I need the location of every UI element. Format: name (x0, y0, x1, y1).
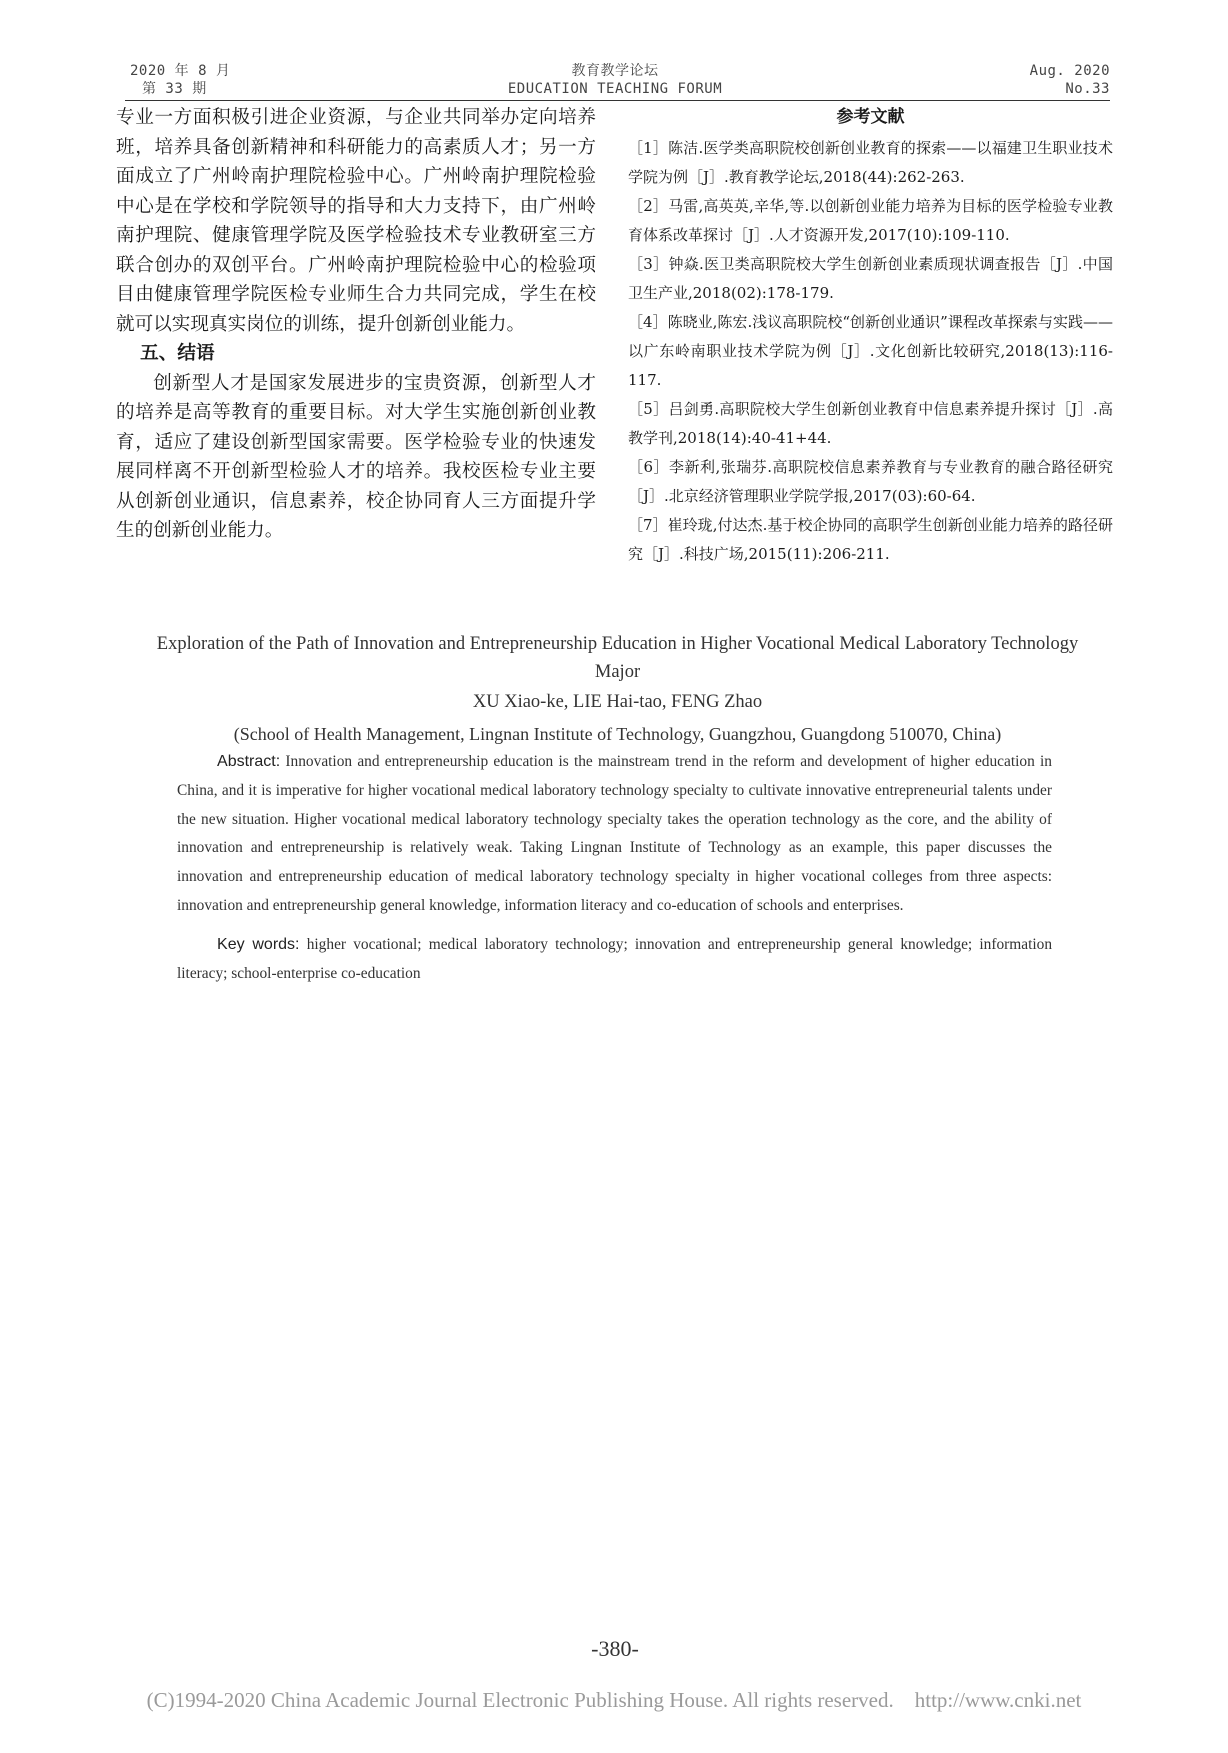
header-date (130, 62, 230, 98)
section-5-title: 五、结语 (140, 343, 215, 364)
keywords-text: higher vocational; medical laboratory technology; innovation and entrepreneurship general knowledge; information literacy; school-enterprise co-education (177, 935, 1053, 982)
copyright-notice: (C)1994-2020 China Academic Journal Electronic Publishing House. All rights reserved. http://www.cnki.net (146, 1688, 1082, 1712)
header-journal-cn: 教育教学论坛 (571, 63, 659, 79)
page-number: -380- (591, 1636, 639, 1661)
header-month-en: Aug. 2020 (1029, 63, 1110, 79)
body-left-column (116, 103, 596, 546)
header-number-en: No.33 (1065, 81, 1110, 97)
keywords-label: Key words: (217, 935, 300, 953)
header-journal-en: EDUCATION TEACHING FORUM (507, 81, 723, 97)
reference-item-4: ［4］陈晓业,陈宏.浅议高职院校“创新创业通识”课程改革探索与实践——以广东岭南职业技术学院为例［J］.文化创新比较研究,2018(13):116-117. (628, 313, 1113, 389)
header-journal (450, 62, 780, 98)
body-paragraph-1: 专业一方面积极引进企业资源，与企业共同举办定向培养班，培养具备创新精神和科研能力的高素质人才；另一方面成立了广州岭南护理院检验中心。广州岭南护理院检验中心是在学校和学院领导的指导和大力支持下，由广州岭南护理院、健康管理学院及医学检验技术专业教研室三方联合创办的双创平台。广州岭南护理院检验中心的检验项目由健康管理学院医检专业师生合力共同完成，学生在校就可以实现真实岗位的训练，提升创新创业能力。 (116, 107, 596, 335)
keywords-paragraph (177, 931, 1052, 989)
english-abstract-block (177, 748, 1052, 988)
reference-item-5: ［5］吕剑勇.高职院校大学生创新创业教育中信息素养提升探讨［J］.高教学刊,2018(14):40-41+44. (628, 400, 1113, 447)
english-title: Exploration of the Path of Innovation and Entrepreneurship Education in Higher Vocational Medical Laboratory Technology Major (156, 634, 1079, 682)
abstract-paragraph (177, 748, 1052, 921)
english-authors: XU Xiao-ke, LIE Hai-tao, FENG Zhao (472, 692, 763, 712)
abstract-label: Abstract: (217, 753, 281, 770)
references-title: 参考文献 (836, 107, 905, 127)
header-issue: 第 33 期 (142, 81, 207, 97)
reference-item-7: ［7］崔玲珑,付达杰.基于校企协同的高职学生创新创业能力培养的路径研究［J］.科技广场,2015(11):206-211. (628, 516, 1113, 563)
references-column (628, 104, 1113, 569)
body-paragraph-2: 创新型人才是国家发展进步的宝贵资源，创新型人才的培养是高等教育的重要目标。对大学生实施创新创业教育，适应了建设创新型国家需要。医学检验专业的快速发展同样离不开创新型检验人才的培养。我校医检专业主要从创新创业通识，信息素养，校企协同育人三方面提升学生的创新创业能力。 (116, 372, 596, 541)
header-divider (125, 100, 1110, 101)
reference-item-6: ［6］李新利,张瑞芬.高职院校信息素养教育与专业教育的融合路径研究［J］.北京经济管理职业学院学报,2017(03):60-64. (628, 458, 1113, 505)
english-affiliation: (School of Health Management, Lingnan Institute of Technology, Guangzhou, Guangdong 510070, China) (233, 724, 1002, 744)
english-title-block (150, 630, 1085, 748)
reference-item-3: ［3］钟焱.医卫类高职院校大学生创新创业素质现状调查报告［J］.中国卫生产业,2018(02):178-179. (628, 255, 1113, 302)
header-date-en (1030, 62, 1110, 98)
reference-item-1: ［1］陈洁.医学类高职院校创新创业教育的探索——以福建卫生职业技术学院为例［J］.教育教学论坛,2018(44):262-263. (628, 139, 1113, 186)
abstract-text: Innovation and entrepreneurship education is the mainstream trend in the reform and development of higher education in China, and it is imperative for higher vocational medical laboratory technology specialty to cultivate innovative entrepreneurial talents under the new situation. Higher vocational medical laboratory technology specialty takes the operation technology as the core, and the ability of innovation and entrepreneurship is relatively weak. Taking Lingnan Institute of Technology as an example, this paper discusses the innovation and entrepreneurship education of medical laboratory technology specialty in higher vocational colleges from three aspects: innovation and entrepreneurship general knowledge, information literacy and co-education of schools and enterprises. (177, 753, 1052, 914)
header-date-month: 2020 年 8 月 (130, 63, 231, 79)
reference-item-2: ［2］马雷,高英英,辛华,等.以创新创业能力培养为目标的医学检验专业教育体系改革探讨［J］.人才资源开发,2017(10):109-110. (628, 197, 1113, 244)
